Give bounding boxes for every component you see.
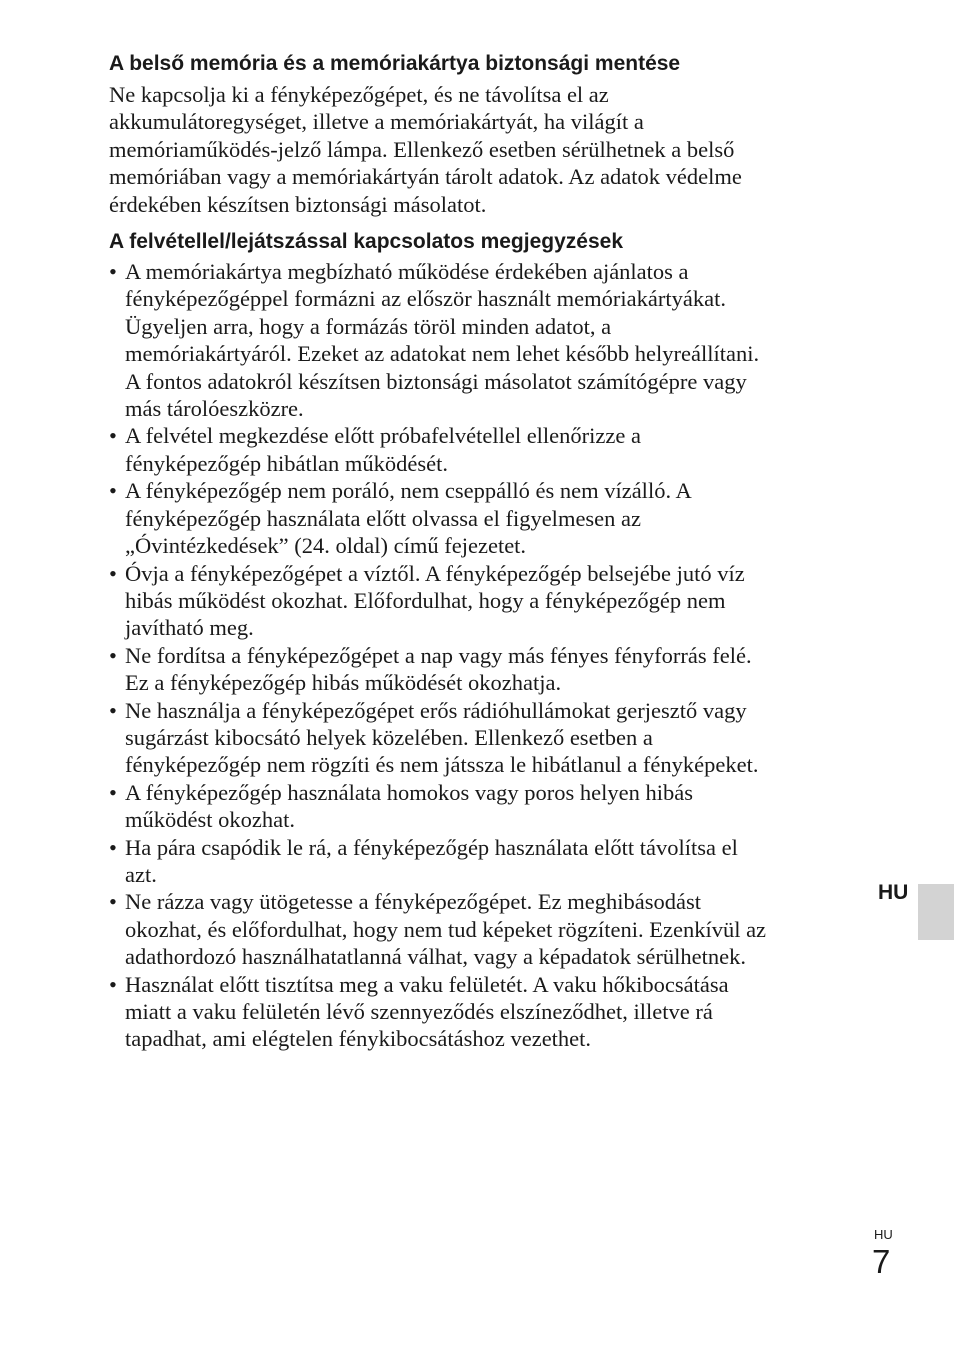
footer-language-code: HU (874, 1227, 893, 1242)
notes-bullet-list (109, 258, 869, 1053)
list-item (109, 258, 869, 422)
list-item (109, 560, 869, 642)
list-item-text: A fényképezőgép nem poráló, nem cseppálló és nem vízálló. A fényképezőgép használata előtt olvassa el figyelmesen az „Óvintézkedések” (24. oldal) című fejezetet. (125, 478, 692, 559)
list-item (109, 971, 869, 1053)
page-body (109, 51, 869, 1053)
list-item-text: Ha pára csapódik le rá, a fényképezőgép használata előtt távolítsa el azt. (125, 834, 738, 887)
bullet-icon: • (109, 697, 117, 723)
list-item-text: Ne használja a fényképezőgépet erős rádióhullámokat gerjesztő vagy sugárzást kibocsátó helyek közelében. Ellenkező esetben a fényképezőgép nem rögzíti és nem játssza le hibátlanul a fényképeket. (125, 697, 759, 778)
list-item (109, 697, 869, 779)
list-item-text: Ne rázza vagy ütögetesse a fényképezőgépet. Ez meghibásodást okozhat, és előfordulhat, hogy nem tud képeket rögzíteni. Ezenkívül az adathordozó használhatatlanná válhat, vagy a képadatok sérülhetnek. (125, 889, 767, 970)
bullet-icon: • (109, 971, 117, 997)
section-heading-recording-notes: A felvétellel/lejátszással kapcsolatos megjegyzések (109, 230, 623, 254)
bullet-icon: • (109, 259, 117, 285)
bullet-icon: • (109, 478, 117, 504)
bullet-icon: • (109, 642, 117, 668)
list-item (109, 834, 869, 889)
list-item-text: Használat előtt tisztítsa meg a vaku felületét. A vaku hőkibocsátása miatt a vaku felületén lévő szennyeződés elszíneződhet, illetve rá tapadhat, ami elégtelen fénykibocsátáshoz vezethet. (125, 971, 729, 1052)
list-item (109, 779, 869, 834)
list-item (109, 477, 869, 559)
bullet-icon: • (109, 560, 117, 586)
bullet-icon: • (109, 834, 117, 860)
list-item (109, 422, 869, 477)
list-item-text: Ne fordítsa a fényképezőgépet a nap vagy más fényes fényforrás felé. Ez a fényképezőgép hibás működését okozhatja. (125, 642, 752, 696)
bullet-icon: • (109, 779, 117, 805)
language-tab-label: HU (878, 881, 909, 904)
backup-paragraph: Ne kapcsolja ki a fényképezőgépet, és ne távolítsa el az akkumulátoregységet, illetve a memóriakártyát, ha világít a memóriaműködés-jelző lámpa. Ellenkező esetben sérülhetnek a belső memóriában vagy a memóriakártyán tárolt adatok. Az adatok védelme érdekében készítsen biztonsági másolatot. (109, 82, 742, 217)
list-item-text: Óvja a fényképezőgépet a víztől. A fényképezőgép belsejébe jutó víz hibás működést okozhat. Előfordulhat, hogy a fényképezőgép nem javítható meg. (125, 560, 745, 641)
bullet-icon: • (109, 889, 117, 915)
section-heading-backup: A belső memória és a memóriakártya biztonsági mentése (109, 52, 681, 75)
list-item-text: A fényképezőgép használata homokos vagy poros helyen hibás működést okozhat. (125, 779, 693, 833)
page-number: 7 (872, 1243, 891, 1280)
list-item-text: A felvétel megkezdése előtt próbafelvétellel ellenőrizze a fényképezőgép hibátlan működését. (125, 423, 641, 476)
list-item-text: A memóriakártya megbízható működése érdekében ajánlatos a fényképezőgéppel formázni az először használt memóriakártyákat. Ügyeljen arra, hogy a formázás töröl minden adatot, a memóriakártyáról. Ezeket az adatokat nem lehet később helyreállítani. A fontos adatokról készítsen biztonsági másolatot számítógépre vagy más tárolóeszközre. (125, 259, 760, 422)
list-item (109, 888, 869, 970)
bullet-icon: • (109, 423, 117, 449)
language-tab-marker (918, 884, 954, 940)
list-item (109, 642, 869, 697)
